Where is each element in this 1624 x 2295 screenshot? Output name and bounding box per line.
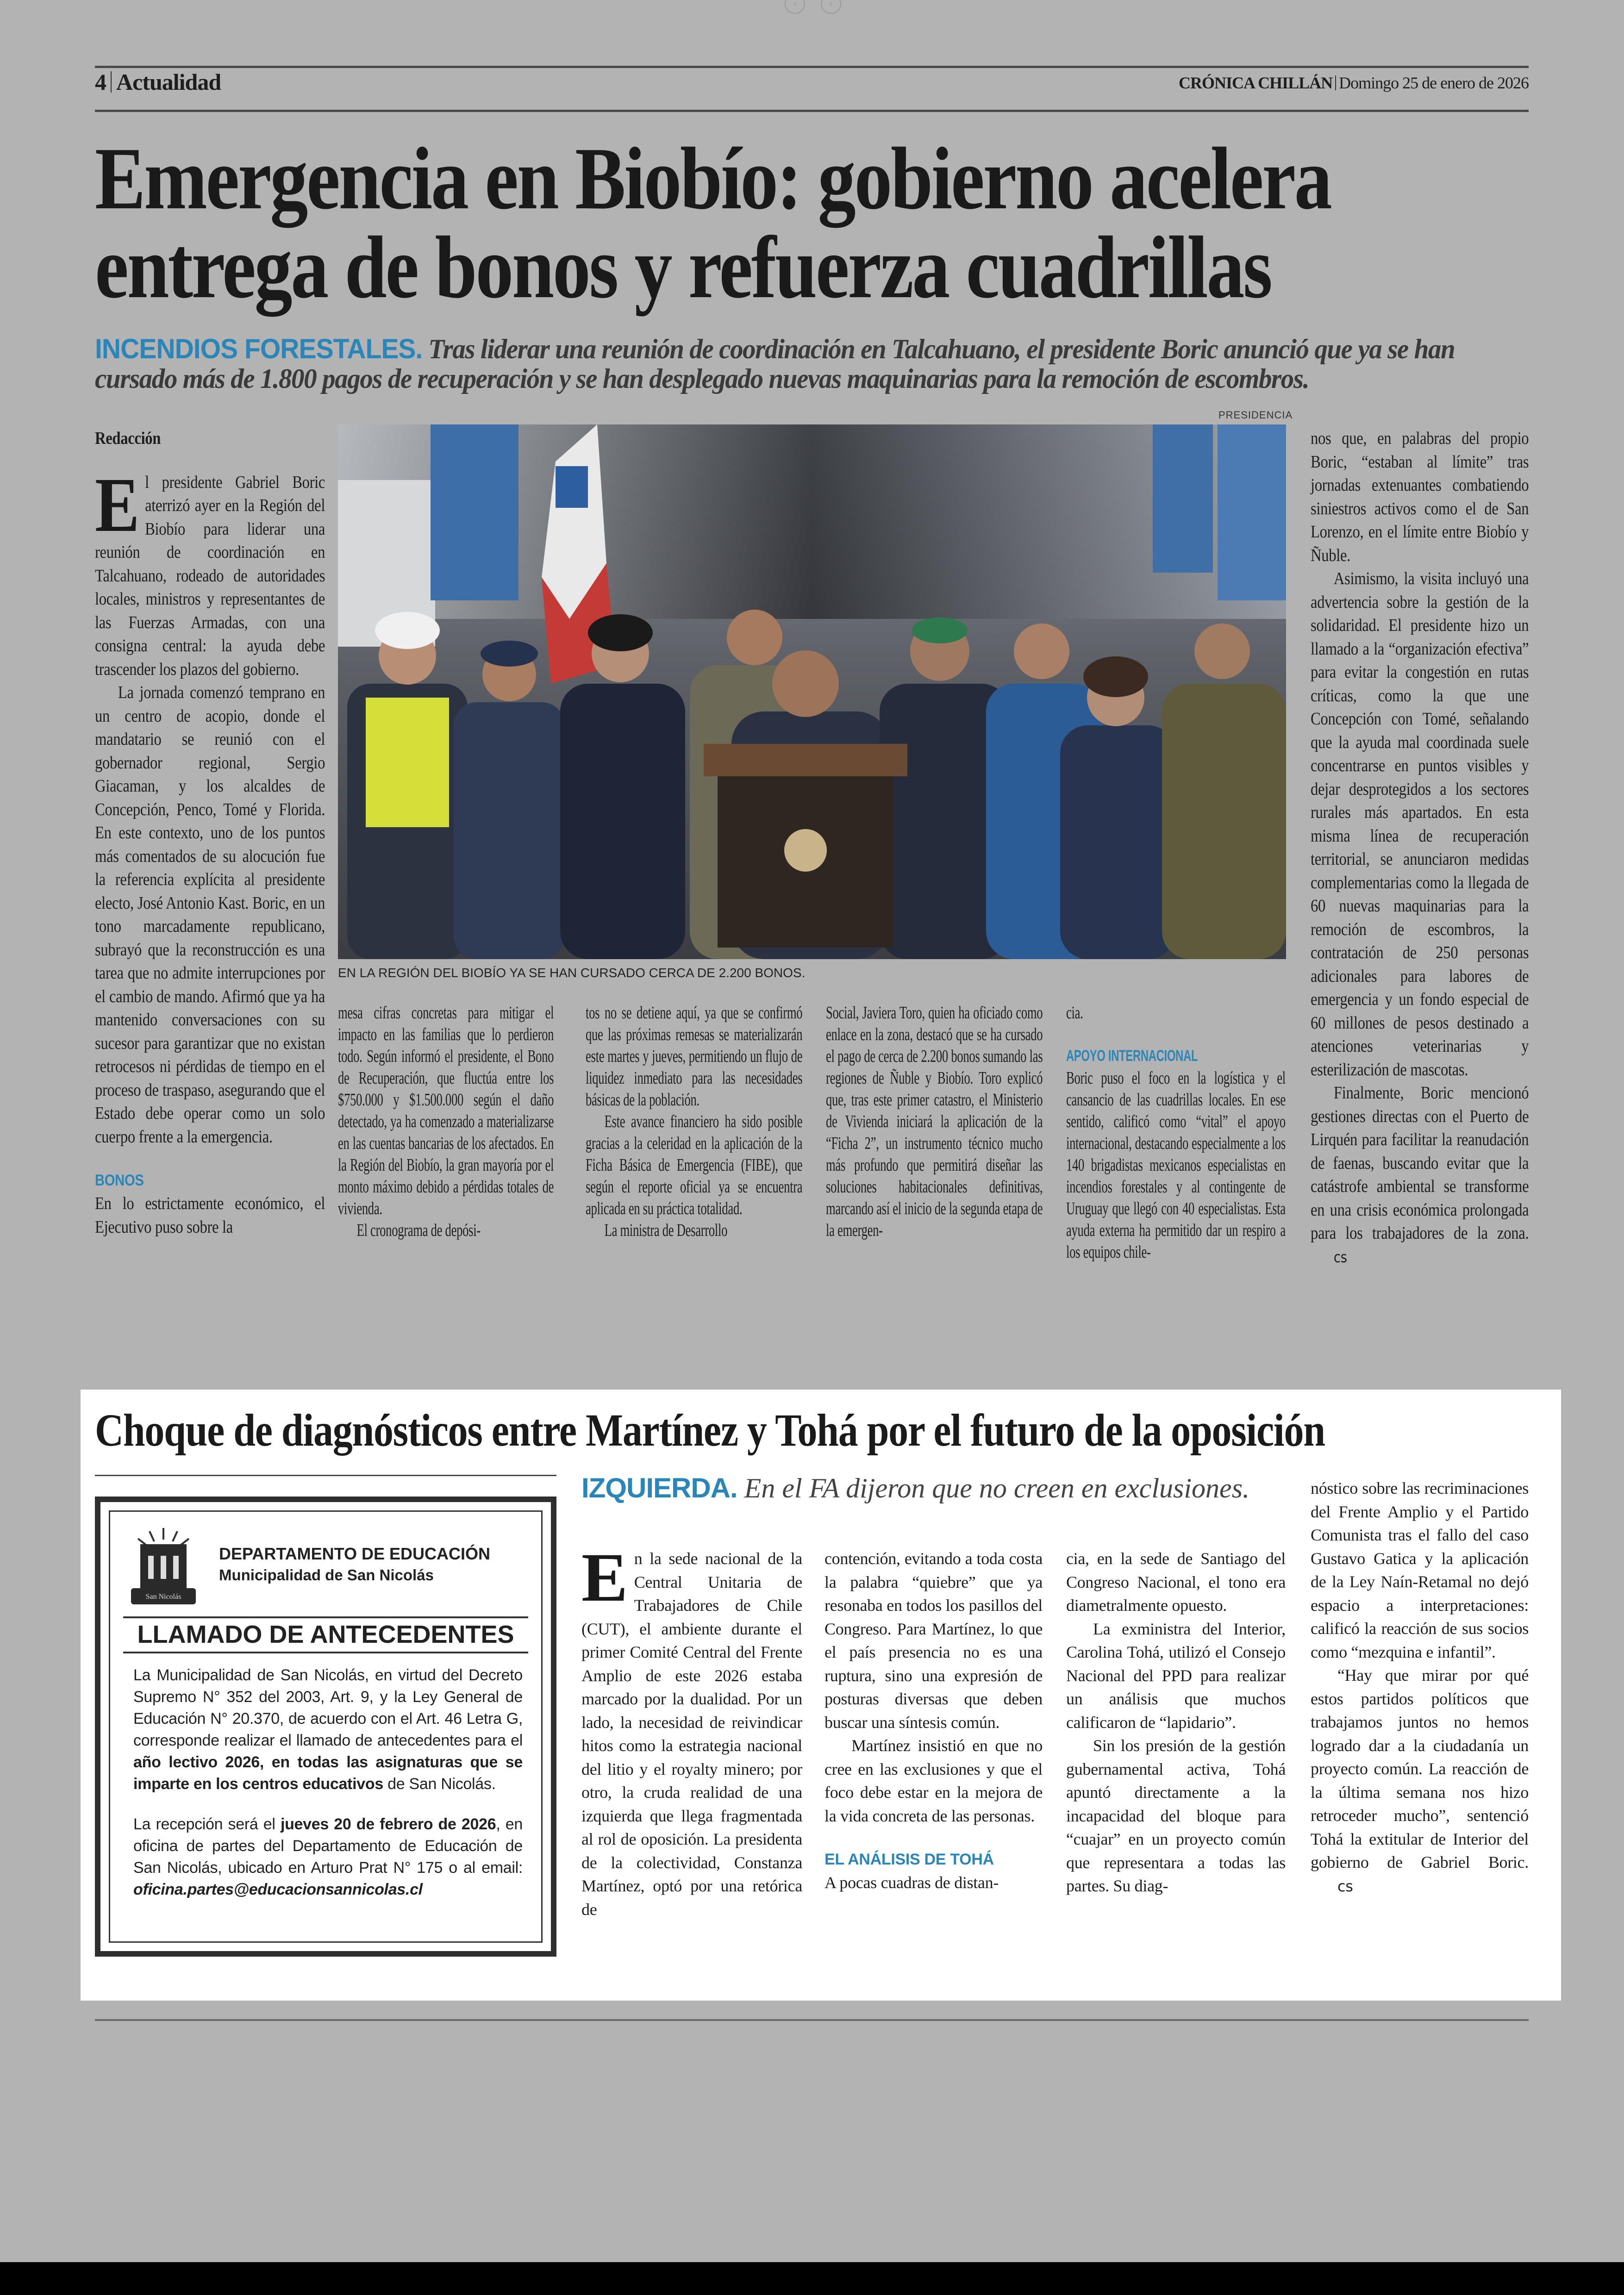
chevron-left-icon: ‹ <box>793 0 797 10</box>
podium-top <box>704 744 907 776</box>
ad-text: de San Nicolás. <box>383 1775 496 1793</box>
ad-email-link[interactable]: oficina.partes@educacionsannicolas.cl <box>133 1881 423 1898</box>
subheading-bonos: BONOS <box>95 1172 144 1189</box>
blue-flag <box>1218 424 1286 600</box>
paragraph: tos no se detiene aquí, ya que se confirmó que las próximas remesas se materializarán este martes y jueves, permitiendo un flujo de liquidez inmediato para las necesidades básicas de la población. <box>586 1003 803 1110</box>
article2-headline: Choque de diagnósticos entre Martínez y Tohá por el futuro de la oposición <box>95 1404 1325 1456</box>
article1-column-1 <box>95 427 325 1239</box>
podium-seal <box>784 829 827 872</box>
section-label <box>95 69 221 95</box>
paragraph: cia. <box>1066 1003 1083 1023</box>
divider <box>111 71 112 93</box>
kicker: INCENDIOS FORESTALES. <box>95 333 423 364</box>
end-mark-icon: ᴄꜱ <box>1333 1248 1347 1266</box>
section-name: Actualidad <box>116 69 221 95</box>
article1-column-5 <box>1066 1002 1286 1263</box>
article-dek <box>95 334 1535 393</box>
photo-credit: PRESIDENCIA <box>1218 409 1293 421</box>
page-bottom-rule <box>95 2019 1529 2021</box>
kicker: IZQUIERDA. <box>581 1472 737 1503</box>
paragraph: Martínez insistió en que no cree en las exclusiones y que el foco debe estar en la mejora de la vida concreta de las personas. <box>824 1736 1043 1825</box>
article2-column-2 <box>824 1547 1043 1895</box>
paragraph: Boric puso el foco en la logística y el cansancio de las cuadrillas locales. En ese sentido, calificó como “vital” el apoyo internacional, destacando especialmente a los 140 brigadistas mexicanos especialistas en incendios forestales y al contingente de Uruguay que llegó con 40 especialistas. Esta ayuda externa ha permitido dar un respiro a los equipos chile- <box>1066 1068 1286 1262</box>
article2-column-1 <box>581 1539 802 1921</box>
drop-cap: E <box>581 1539 628 1616</box>
paragraph: Sin los presión de la gestión gubernamental activa, Tohá apuntó directamente a la incapacidad del bloque para “cuajar” en un proyecto común que representara a todas las partes. Su diag- <box>1066 1736 1286 1895</box>
header-top-rule <box>95 66 1529 68</box>
dek-text: En el FA dijeron que no creen en exclusiones. <box>744 1473 1250 1503</box>
next-page-button[interactable] <box>821 0 841 14</box>
ad-frame <box>109 1510 543 1943</box>
byline: Redacción <box>95 429 161 448</box>
paragraph: contención, evitando a toda costa la palabra “quiebre” que ya resonaba en todos los pasillos del Congreso. Para Martínez, lo que el país presencia no es una ruptura, sino una expresión de posturas diversas que deben buscar una síntesis común. <box>824 1549 1043 1732</box>
ad-text-bold: año lectivo 2026, en todas las asignaturas que se imparte en los centros educativos <box>133 1753 523 1793</box>
issue-date: Domingo 25 de enero de 2026 <box>1339 74 1529 92</box>
divider <box>123 1616 528 1618</box>
bottom-black-bar <box>0 2262 1624 2295</box>
paragraph: nóstico sobre las recriminaciones del Frente Amplio y el Partido Comunista tras el fallo del caso Gustavo Gatica y la aplicación de la Ley Naín-Retamal no dejó espacio a interpretaciones: calificó la reacción de sus socios como “mezquina e infantil”. <box>1311 1479 1529 1661</box>
ad-text: La recepción será el <box>133 1815 281 1833</box>
headline-line-1: Emergencia en Biobío: gobierno acelera <box>95 129 1331 228</box>
paragraph: nos que, en palabras del propio Boric, “estaban al límite” tras jornadas extenuantes combatiendo siniestros activos como el de San Lorenzo, en el límite entre Biobío y Ñuble. <box>1311 429 1529 565</box>
ad-body <box>133 1665 523 1919</box>
classified-ad <box>95 1497 556 1957</box>
paragraph: mesa cifras concretas para mitigar el impacto en las familias que lo perdieron todo. Según informó el presidente, el Bono de Recuperación, que fluctúa entre los $750.000 y $1.500.000 según el daño detectado, ya ha comenzado a materializarse en las cuentas bancarias de los afectados. En la Región del Biobío, la gran mayoría por el monto máximo debido a pérdidas totales de vivienda. <box>338 1003 554 1218</box>
blue-flag <box>431 424 518 600</box>
article1-column-2 <box>338 1002 554 1241</box>
drop-cap: E <box>95 461 140 548</box>
paragraph <box>1311 1664 1529 1898</box>
photo-caption: EN LA REGIÓN DEL BIOBÍO YA SE HAN CURSADO CERCA DE 2.200 BONOS. <box>338 966 806 980</box>
paper-name: CRÓNICA CHILLÁN <box>1179 74 1333 92</box>
blue-flag <box>1153 424 1213 573</box>
paragraph: Asimismo, la visita incluyó una advertencia sobre la gestión de la solidaridad. El presidente hizo un llamado a la “organización efectiva” para evitar la congestión en rutas críticas, como la que une Concepción con Tomé, señalando que la ayuda mal coordinada suele concentrarse en puntos visibles y dejar desprotegidos a los sectores rurales más apartados. En esta misma línea de recuperación territorial, se anunciaron medidas complementarias como la llegada de 60 nuevas maquinarias para la remoción de escombros, la contratación de 250 personas adicionales para labores de emergencia y un fondo especial de 60 millones de pesos destinado a atenciones veterinarias y esterilización de mascotas. <box>1311 569 1529 1079</box>
header-bottom-rule <box>95 110 1529 112</box>
chilean-flag <box>556 466 588 508</box>
paragraph: En lo estrictamente económico, el Ejecutivo puso sobre la <box>95 1194 325 1237</box>
paragraph-text: Finalmente, Boric mencionó gestiones directas con el Puerto de Lirquén para facilitar la reanudación de faenas, buscando evitar que la catástrofe ambiental se transforme en una crisis económica prolongada para los trabajadores de la zona. <box>1311 1083 1529 1243</box>
paragraph: A pocas cuadras de distan- <box>824 1873 999 1892</box>
paragraph-text: “Hay que mirar por qué estos partidos políticos que trabajamos juntos no hemos logrado dar a la ciudadanía un proyecto común. La reacción de la última semana nos hizo retroceder mucho”, sentenció Tohá la extitular de Interior del gobierno de Gabriel Boric. <box>1311 1666 1529 1871</box>
logo-text: San Nicolás <box>145 1593 181 1601</box>
article1-column-6 <box>1311 427 1529 1269</box>
ad-text: , en oficina de partes del Departamento de Educación de San Nicolás, ubicado en Arturo Prat N° 175 o al email: <box>133 1815 523 1877</box>
chevron-right-icon: › <box>829 0 833 10</box>
divider <box>1335 75 1336 90</box>
paragraph: El cronograma de depósi- <box>356 1221 481 1240</box>
paragraph: La exministra del Interior, Carolina Tohá, utilizó el Consejo Nacional del PPD para realizar un análisis que muchos calificaron de “lapidario”. <box>1066 1619 1286 1732</box>
ad-text: La Municipalidad de San Nicolás, en virtud del Decreto Supremo N° 352 del 2003, Art. 9, y la Ley General de Educación N° 20.370, de acuerdo con el Art. 46 Letra G, corresponde realizar el llamado de antecedentes para el <box>133 1666 523 1749</box>
article1-column-4 <box>826 1002 1043 1241</box>
dek-text: Tras liderar una reunión de coordinación en Talcahuano, el presidente Boric anunció que ya se han cursado más de 1.800 pagos de recuperación y se han desplegado nuevas maquinarias para la remoción de escombros. <box>95 334 1455 394</box>
divider <box>95 1475 556 1476</box>
paragraph: cia, en la sede de Santiago del Congreso Nacional, el tono era diametralmente opuesto. <box>1066 1549 1286 1615</box>
page-number: 4 <box>95 69 106 95</box>
article1-column-3 <box>586 1002 802 1241</box>
paragraph: Social, Javiera Toro, quien ha oficiado como enlace en la zona, destacó que se ha cursado el pago de cerca de 2.200 bonos sumando las regiones de Ñuble y Biobío. Toro explicó que, tras este primer catastro, el Ministerio de Vivienda iniciará la aplicación de la “Ficha 2”, un instrumento técnico mucho más profundo que permitirá diseñar las soluciones habitacionales definitivas, marcando así el inicio de la segunda etapa de la emergen- <box>826 1003 1043 1240</box>
headline-line-2: entrega de bonos y refuerza cuadrillas <box>95 218 1271 317</box>
paragraph: La ministra de Desarrollo <box>604 1221 728 1240</box>
ad-department: DEPARTAMENTO DE EDUCACIÓN <box>219 1544 491 1563</box>
article2-column-4 <box>1311 1477 1529 1898</box>
paragraph: l presidente Gabriel Boric aterrizó ayer en la Región del Biobío para liderar una reunión de coordinación en Talcahuano, rodeado de autoridades locales, ministros y representantes de las Fuerzas Armadas, con una consigna central: la ayuda debe trascender los plazos del gobierno. <box>95 472 325 679</box>
prev-page-button[interactable] <box>785 0 805 14</box>
article2-column-3 <box>1066 1547 1286 1898</box>
paragraph: Este avance financiero ha sido posible gracias a la celeridad en la aplicación de la Ficha Básica de Emergencia (FIBE), que según el reporte oficial ya se encuentra aplicada en su práctica totalidad. <box>586 1112 803 1218</box>
subheading-analisis-toha: EL ANÁLISIS DE TOHÁ <box>824 1851 994 1868</box>
ad-paragraph-2 <box>133 1814 523 1901</box>
end-mark-icon: ᴄꜱ <box>1337 1877 1353 1895</box>
subheading-apoyo-internacional: APOYO INTERNACIONAL <box>1066 1047 1198 1065</box>
ad-text-bold: jueves 20 de febrero de 2026 <box>280 1815 496 1833</box>
masthead-date <box>1179 73 1529 93</box>
paragraph: La jornada comenzó temprano en un centro de acopio, donde el mandatario se reunió con el gobernador regional, Sergio Giacaman, y los alcaldes de Concepción, Penco, Tomé y Florida. En este contexto, uno de los puntos más comentados de su alocución fue la referencia explícita al presidente electo, José Antonio Kast. Boric, en un tono marcadamente republicano, subrayó que la reconstrucción es una tarea que no admite interrupciones por el cambio de mando. Afirmó que ya ha mantenido conversaciones con su sucesor para garantizar que no existan retrocesos ni pérdidas de tiempo en el proceso de traspaso, asegurando que el Estado debe operar como un solo cuerpo frente a la emergencia. <box>95 683 325 1147</box>
divider <box>123 1652 528 1653</box>
news-photo <box>338 424 1286 959</box>
paragraph: n la sede nacional de la Central Unitaria de Trabajadores de Chile (CUT), el ambiente durante el primer Comité Central del Frente Amplio de este 2026 estaba marcado por la dualidad. Por un lado, la necesidad de reivindicar hitos como la estrategia nacional del litio y el royalty minero; por otro, la cruda realidad de una izquierda que llega fragmentada al rol de oposición. La presidenta de la colectividad, Constanza Martínez, optó por una retórica de <box>581 1549 802 1919</box>
ad-paragraph-1 <box>133 1665 523 1795</box>
article2-dek <box>581 1472 1249 1504</box>
municipal-crest-logo <box>129 1526 198 1609</box>
ad-municipality: Municipalidad de San Nicolás <box>219 1566 434 1584</box>
paragraph <box>1311 1081 1529 1269</box>
ad-title: LLAMADO DE ANTECEDENTES <box>137 1621 514 1648</box>
